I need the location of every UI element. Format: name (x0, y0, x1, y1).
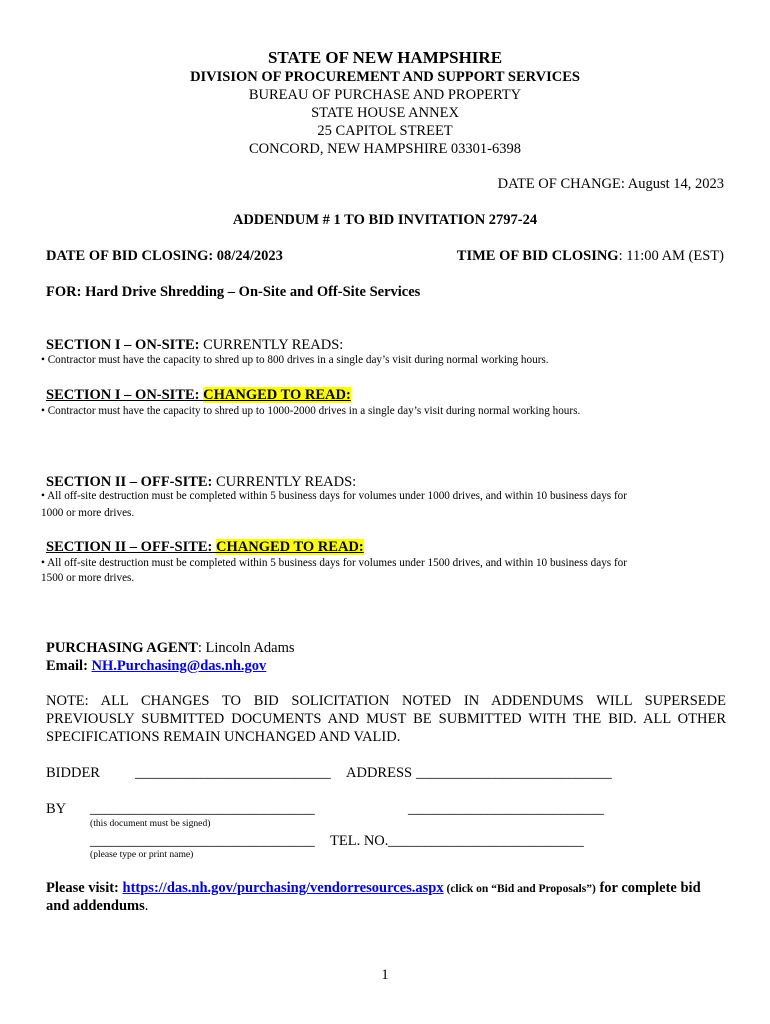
section2-changed-line1: • All off-site destruction must be completed within 5 business days for volumes under 1500 drives, and within 10 business days for (41, 557, 628, 569)
visit-line (46, 879, 726, 898)
note-line2: PREVIOUSLY SUBMITTED DOCUMENTS AND MUST BE SUBMITTED WITH THE BID. ALL OTHER (46, 711, 726, 727)
printed-name-field[interactable]: _______________________________ (90, 833, 315, 849)
print-name-hint: (please type or print name) (90, 849, 194, 860)
signed-hint: (this document must be signed) (90, 818, 211, 829)
section2-current-line1: • All off-site destruction must be completed within 5 business days for volumes under 1000 drives, and within 10 business days for (41, 490, 628, 502)
section2-changed-line2: 1500 or more drives. (41, 572, 135, 584)
bureau-name: BUREAU OF PURCHASE AND PROPERTY (248, 87, 522, 103)
purchasing-agent-label: PURCHASING AGENT (46, 640, 198, 656)
section2-current-line2: 1000 or more drives. (41, 507, 135, 519)
bid-closing-time-value: : 11:00 AM (EST) (618, 248, 724, 264)
visit-period: . (144, 898, 149, 914)
address-label: ADDRESS (346, 765, 413, 781)
section2-changed-highlight: CHANGED TO READ: (216, 539, 364, 555)
section1-changed-heading (46, 386, 351, 404)
section1-changed-label: SECTION I – ON-SITE: (46, 387, 200, 403)
for-label: FOR (46, 284, 77, 300)
tel-field[interactable]: ___________________________ (388, 833, 584, 849)
section1-current-text: • Contractor must have the capacity to shred up to 800 drives in a single day’s visit during normal working hours. (41, 354, 549, 366)
section1-current-heading (46, 336, 343, 354)
note-line3: SPECIFICATIONS REMAIN UNCHANGED AND VALID. (46, 729, 401, 745)
bidder-label: BIDDER (46, 765, 100, 781)
state-title: STATE OF NEW HAMPSHIRE (267, 48, 503, 67)
for-value: : Hard Drive Shredding – On-Site and Off-Site Services (76, 284, 421, 300)
section2-current-suffix: CURRENTLY READS: (212, 474, 357, 490)
purchasing-agent-name: : Lincoln Adams (197, 640, 295, 656)
bid-closing-date: DATE OF BID CLOSING: 08/24/2023 (46, 248, 283, 264)
section1-current-suffix: CURRENTLY READS: (199, 337, 344, 353)
city-address: CONCORD, NEW HAMPSHIRE 03301-6398 (248, 141, 522, 157)
by-right-field[interactable]: ___________________________ (408, 801, 604, 817)
tel-label: TEL. NO. (330, 833, 389, 849)
agent-email-sep: : (83, 658, 92, 674)
street-address: 25 CAPITOL STREET (317, 123, 453, 139)
agent-email-label: Email (46, 658, 84, 674)
page-number: 1 (381, 967, 389, 983)
addendum-title: ADDENDUM # 1 TO BID INVITATION 2797-24 (232, 212, 538, 228)
visit-prefix: Please visit: (46, 880, 123, 896)
section2-changed-heading (46, 538, 364, 556)
by-label: BY (46, 801, 67, 817)
purchasing-agent (46, 639, 295, 657)
bidder-field[interactable]: ___________________________ (135, 765, 331, 781)
visit-suffix2: and addendums (46, 898, 145, 914)
agent-email-link[interactable]: NH.Purchasing@das.nh.gov (91, 658, 267, 674)
signature-field[interactable]: _______________________________ (90, 801, 315, 817)
agent-email (46, 657, 266, 675)
address-field[interactable]: ___________________________ (416, 765, 612, 781)
vendor-resources-link[interactable]: https://das.nh.gov/purchasing/vendorresources.aspx (122, 880, 444, 896)
section1-changed-text: • Contractor must have the capacity to shred up to 1000-2000 drives in a single day’s visit during normal working hours. (41, 405, 581, 417)
visit-line2 (46, 897, 148, 915)
section2-changed-label: SECTION II – OFF-SITE: (46, 539, 213, 555)
visit-paren: (click on “Bid and Proposals”) (443, 883, 596, 895)
visit-suffix1: for complete bid (595, 880, 701, 896)
section1-current-label: SECTION I – ON-SITE: (46, 337, 200, 353)
date-of-change: DATE OF CHANGE: August 14, 2023 (497, 176, 724, 192)
for-line (46, 283, 420, 301)
building-name: STATE HOUSE ANNEX (311, 105, 459, 121)
bid-closing-time-label: TIME OF BID CLOSING (456, 248, 619, 264)
section1-changed-highlight: CHANGED TO READ: (203, 387, 351, 403)
note-line1: NOTE: ALL CHANGES TO BID SOLICITATION NOTED IN ADDENDUMS WILL SUPERSEDE (46, 693, 726, 709)
section2-current-label: SECTION II – OFF-SITE: (46, 474, 213, 490)
bid-closing-time (457, 247, 724, 265)
division-name: DIVISION OF PROCUREMENT AND SUPPORT SERVICES (190, 69, 580, 85)
